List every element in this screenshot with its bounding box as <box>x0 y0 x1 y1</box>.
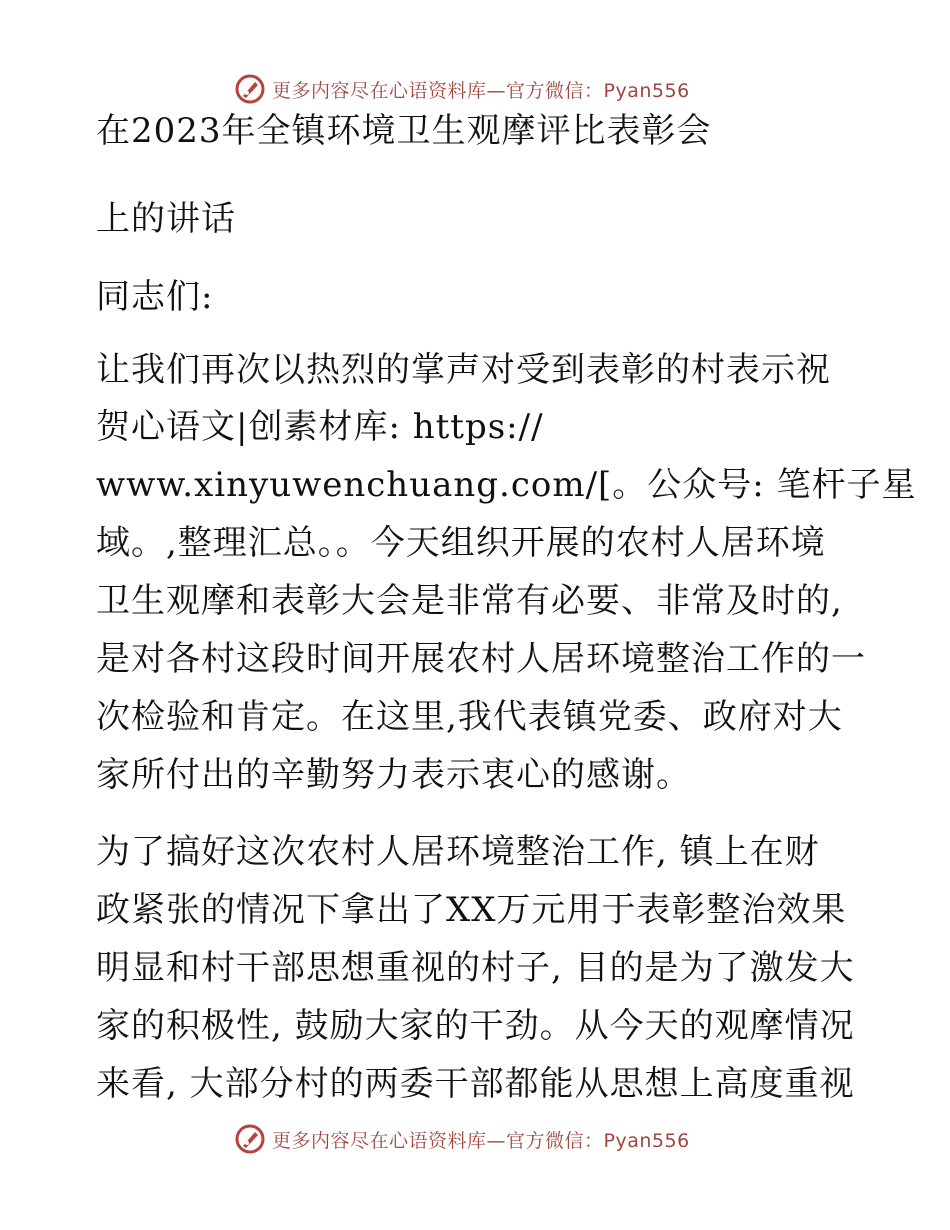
paragraph-line: 来看, 大部分村的两委干部都能从思想上高度重视 <box>96 1064 855 1104</box>
document-title-line-2: 上的讲话 <box>96 199 236 239</box>
paragraph-line: www.xinyuwenchuang.com/[。公众号: 笔杆子星 <box>96 465 917 505</box>
paragraph-line: 为了搞好这次农村人居环境整治工作, 镇上在财 <box>96 832 820 872</box>
paragraph-line: 明显和村干部思想重视的村子, 目的是为了激发大 <box>96 948 855 988</box>
paragraph-line: 贺心语文|创素材库: https:// <box>96 407 544 447</box>
paragraph-line: 家的积极性, 鼓励大家的干劲。从今天的观摩情况 <box>96 1006 855 1046</box>
watermark-text: 更多内容尽在心语资料库—官方微信：Pyan556 <box>272 79 690 102</box>
paragraph-line: 是对各村这段时间开展农村人居环境整治工作的一 <box>96 639 866 679</box>
paragraph-line: 域。,整理汇总。。今天组织开展的农村人居环境 <box>96 523 826 563</box>
pen-nib-logo-icon <box>234 73 266 105</box>
watermark-footer <box>234 1122 690 1156</box>
paragraph-line: 次检验和肯定。在这里,我代表镇党委、政府对大 <box>96 697 843 737</box>
paragraph-line: 政紧张的情况下拿出了XX万元用于表彰整治效果 <box>96 890 847 930</box>
salutation: 同志们: <box>96 277 214 317</box>
watermark-text: 更多内容尽在心语资料库—官方微信：Pyan556 <box>272 1129 690 1152</box>
document-title-line-1: 在2023年全镇环境卫生观摩评比表彰会 <box>96 111 712 151</box>
paragraph-line: 卫生观摩和表彰大会是非常有必要、非常及时的, <box>96 581 843 621</box>
watermark-header <box>234 72 690 106</box>
paragraph-line: 让我们再次以热烈的掌声对受到表彰的村表示祝 <box>96 350 831 390</box>
paragraph-line: 家所付出的辛勤努力表示衷心的感谢。 <box>96 755 691 795</box>
pen-nib-logo-icon <box>234 1123 266 1155</box>
